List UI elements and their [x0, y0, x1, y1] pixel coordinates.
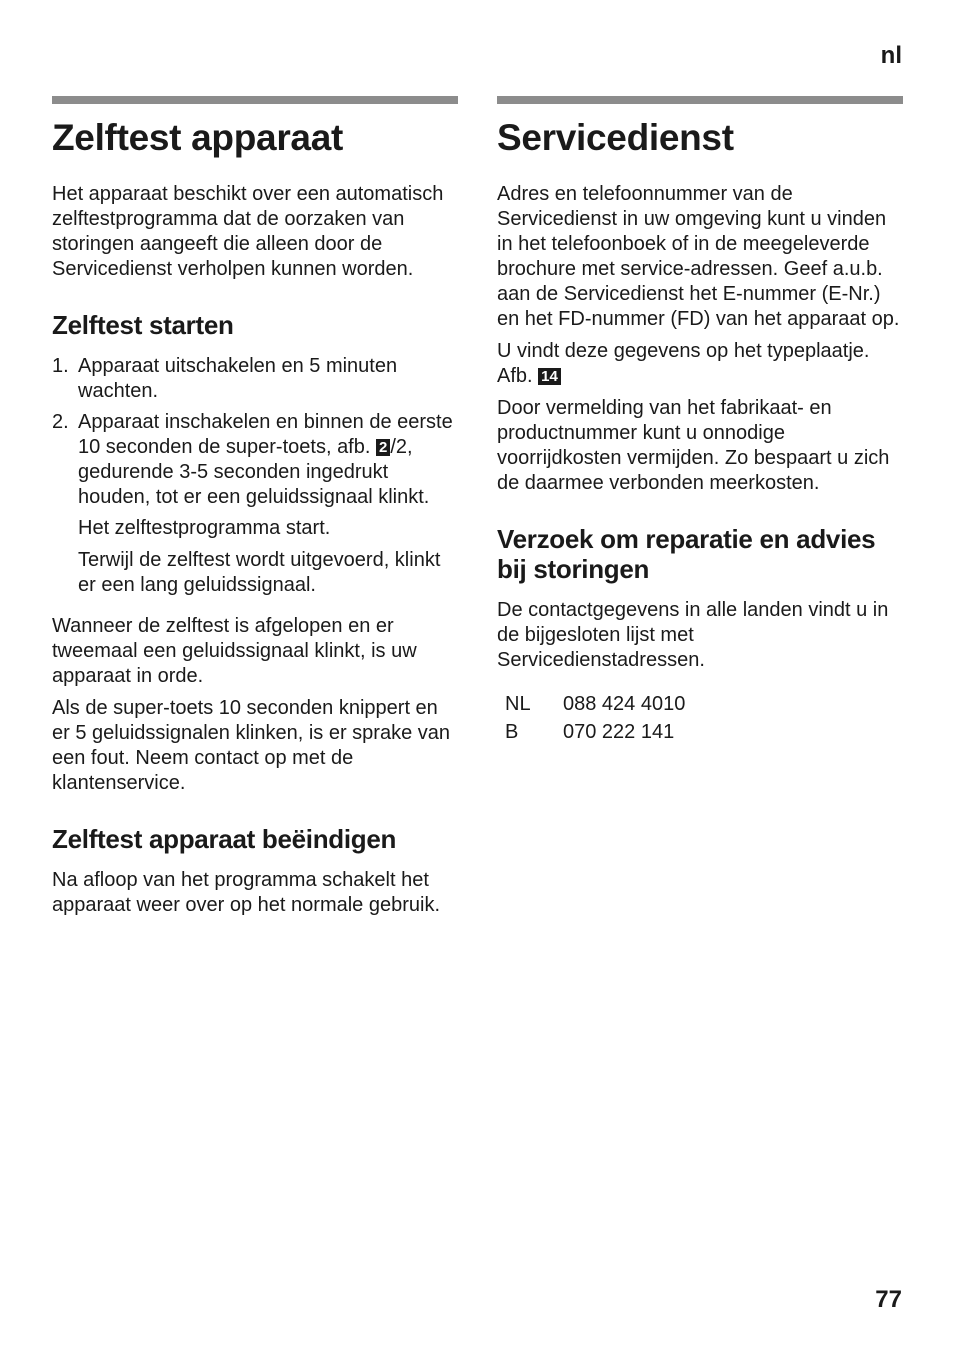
page-number: 77 [875, 1286, 902, 1313]
step-text: Apparaat uitschakelen en 5 minuten wachten. [78, 355, 398, 402]
phone-number: 088 424 4010 [563, 693, 686, 715]
left-column [52, 96, 458, 925]
step-number: 2. [52, 411, 69, 433]
phone-number: 070 222 141 [563, 721, 675, 743]
typeplate-text: U vindt deze gegevens op het typeplaatje. Afb. [497, 340, 870, 387]
end-paragraph: Na afloop van het programma schakelt het apparaat weer over op het normale gebruik. [52, 869, 441, 916]
costs-paragraph: Door vermelding van het fabrikaat- en productnummer kunt u onnodige voorrijdkosten vermijden. Zo bespaart u zich de daarmee verbonden meerkosten. [497, 397, 890, 494]
step-text: Apparaat inschakelen en binnen de eerste 10 seconden de super-toets, afb. [78, 411, 453, 458]
heading-selftest-start: Zelftest starten [52, 310, 234, 340]
section-rule [497, 96, 903, 104]
right-column [497, 96, 903, 746]
result-ok-paragraph: Wanneer de zelftest is afgelopen en er tweemaal een geluidssignaal klinkt, is uw apparaat in orde. [52, 615, 417, 687]
section-rule [52, 96, 458, 104]
figure-reference-icon: 14 [538, 368, 561, 385]
heading-repair-request: Verzoek om reparatie en advies bij storingen [497, 524, 876, 584]
table-row [497, 718, 693, 746]
figure-reference-icon: 2 [376, 439, 390, 456]
result-error-paragraph: Als de super-toets 10 seconden knippert en er 5 geluidssignalen klinken, is er sprake van een fout. Neem contact op met de klantenservice. [52, 697, 450, 794]
service-paragraph: Adres en telefoonnummer van de Servicedienst in uw omgeving kunt u vinden in het telefoonboek of in de meegeleverde brochure met service-adressen. Geef a.u.b. aan de Servicedienst het E-nummer (E-Nr.) en het FD-nummer (FD) van het apparaat op. [497, 183, 900, 330]
repair-paragraph: De contactgegevens in alle landen vindt u in de bijgesloten lijst met Servicedienstadressen. [497, 599, 889, 671]
section-title-service: Servicedienst [497, 117, 734, 158]
step-item [52, 354, 458, 404]
step-result: Het zelftestprogramma start. [78, 517, 331, 539]
typeplate-paragraph [497, 339, 903, 389]
section-title-selftest: Zelftest apparaat [52, 117, 343, 158]
step-number: 1. [52, 355, 69, 377]
heading-selftest-end: Zelftest apparaat beëindigen [52, 824, 397, 854]
step-result: Terwijl de zelftest wordt uitgevoerd, klinkt er een lang geluidssignaal. [78, 549, 441, 596]
language-label: nl [880, 42, 902, 69]
country-code: B [505, 721, 519, 743]
intro-paragraph: Het apparaat beschikt over een automatisch zelftestprogramma dat de oorzaken van storingen aangeeft die alleen door de Servicedienst verholpen kunnen worden. [52, 183, 444, 280]
step-text-continued: /2, gedurende 3-5 seconden ingedrukt houden, tot er een geluidssignaal klinkt. [78, 436, 430, 508]
phone-table [497, 690, 693, 746]
country-code: NL [505, 693, 531, 715]
table-row [497, 690, 693, 718]
step-item [52, 410, 458, 510]
steps-list [52, 354, 458, 510]
